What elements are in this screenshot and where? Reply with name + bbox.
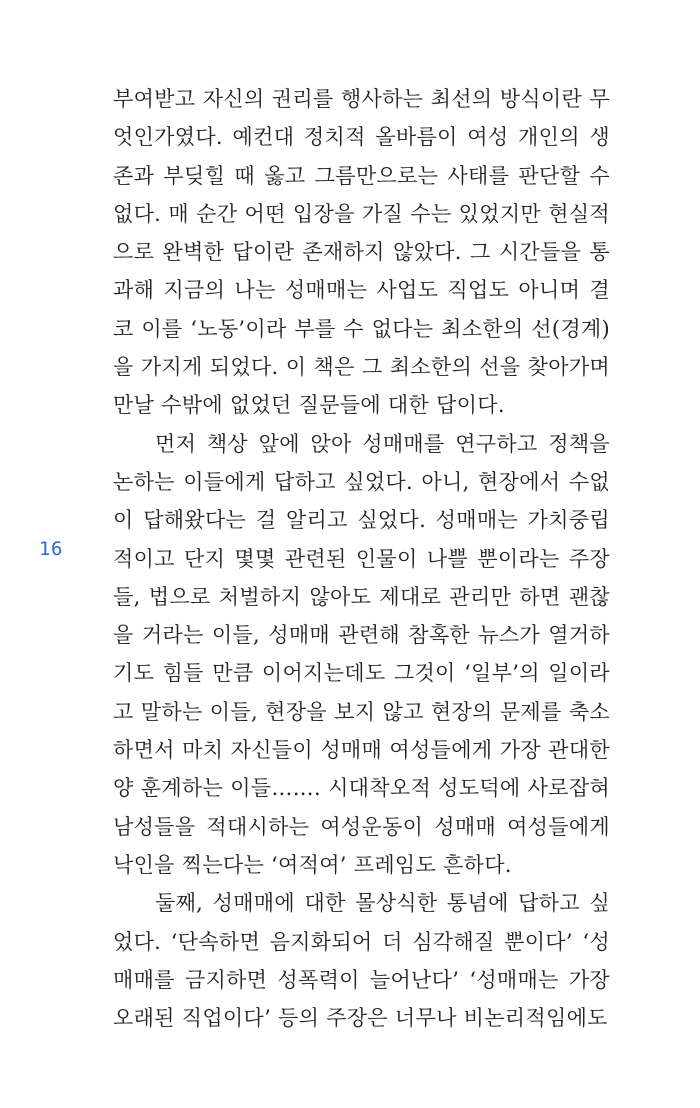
body-paragraph: 먼저 책상 앞에 앉아 성매매를 연구하고 정책을 논하는 이들에게 답하고 싶었다. 아니, 현장에서 수없이 답해왔다는 걸 알리고 싶었다. 성매매는 가치중립적이고 단지 몇몇 관련된 인물이 나쁠 뿐이라는 주장들, 법으로 처벌하지 않아도 제대로 관리만 하면 괜찮을 거라는 이들, 성매매 관련해 참혹한 뉴스가 열거하기도 힘들 만큼 이어지는데도 그것이 ‘일부’의 일이라고 말하는 이들, 현장을 보지 않고 현장의 문제를 축소하면서 마치 자신들이 성매매 여성들에게 가장 관대한 양 훈계하는 이들……. 시대착오적 성도덕에 사로잡혀 남성들을 적대시하는 여성운동이 성매매 여성들에게 낙인을 찍는다는 ‘여적여’ 프레임도 흔하다.	[113, 431, 610, 877]
body-text	[113, 80, 610, 1037]
page-number: 16	[39, 538, 63, 560]
body-paragraph: 부여받고 자신의 권리를 행사하는 최선의 방식이란 무엇인가였다. 예컨대 정치적 올바름이 여성 개인의 생존과 부딪힐 때 옳고 그름만으로는 사태를 판단할 수 없다. 매 순간 어떤 입장을 가질 수는 있었지만 현실적으로 완벽한 답이란 존재하지 않았다. 그 시간들을 통과해 지금의 나는 성매매는 사업도 직업도 아니며 결코 이를 ‘노동’이라 부를 수 없다는 최소한의 선(경계)을 가지게 되었다. 이 책은 그 최소한의 선을 찾아가며 만날 수밖에 없었던 질문들에 대한 답이다.	[113, 87, 610, 418]
body-paragraph: 둘째, 성매매에 대한 몰상식한 통념에 답하고 싶었다. ‘단속하면 음지화되어 더 심각해질 뿐이다’ ‘성매매를 금지하면 성폭력이 늘어난다’ ‘성매매는 가장 오래된 직업이다’ 등의 주장은 너무나 비논리적임에도	[113, 891, 610, 1031]
